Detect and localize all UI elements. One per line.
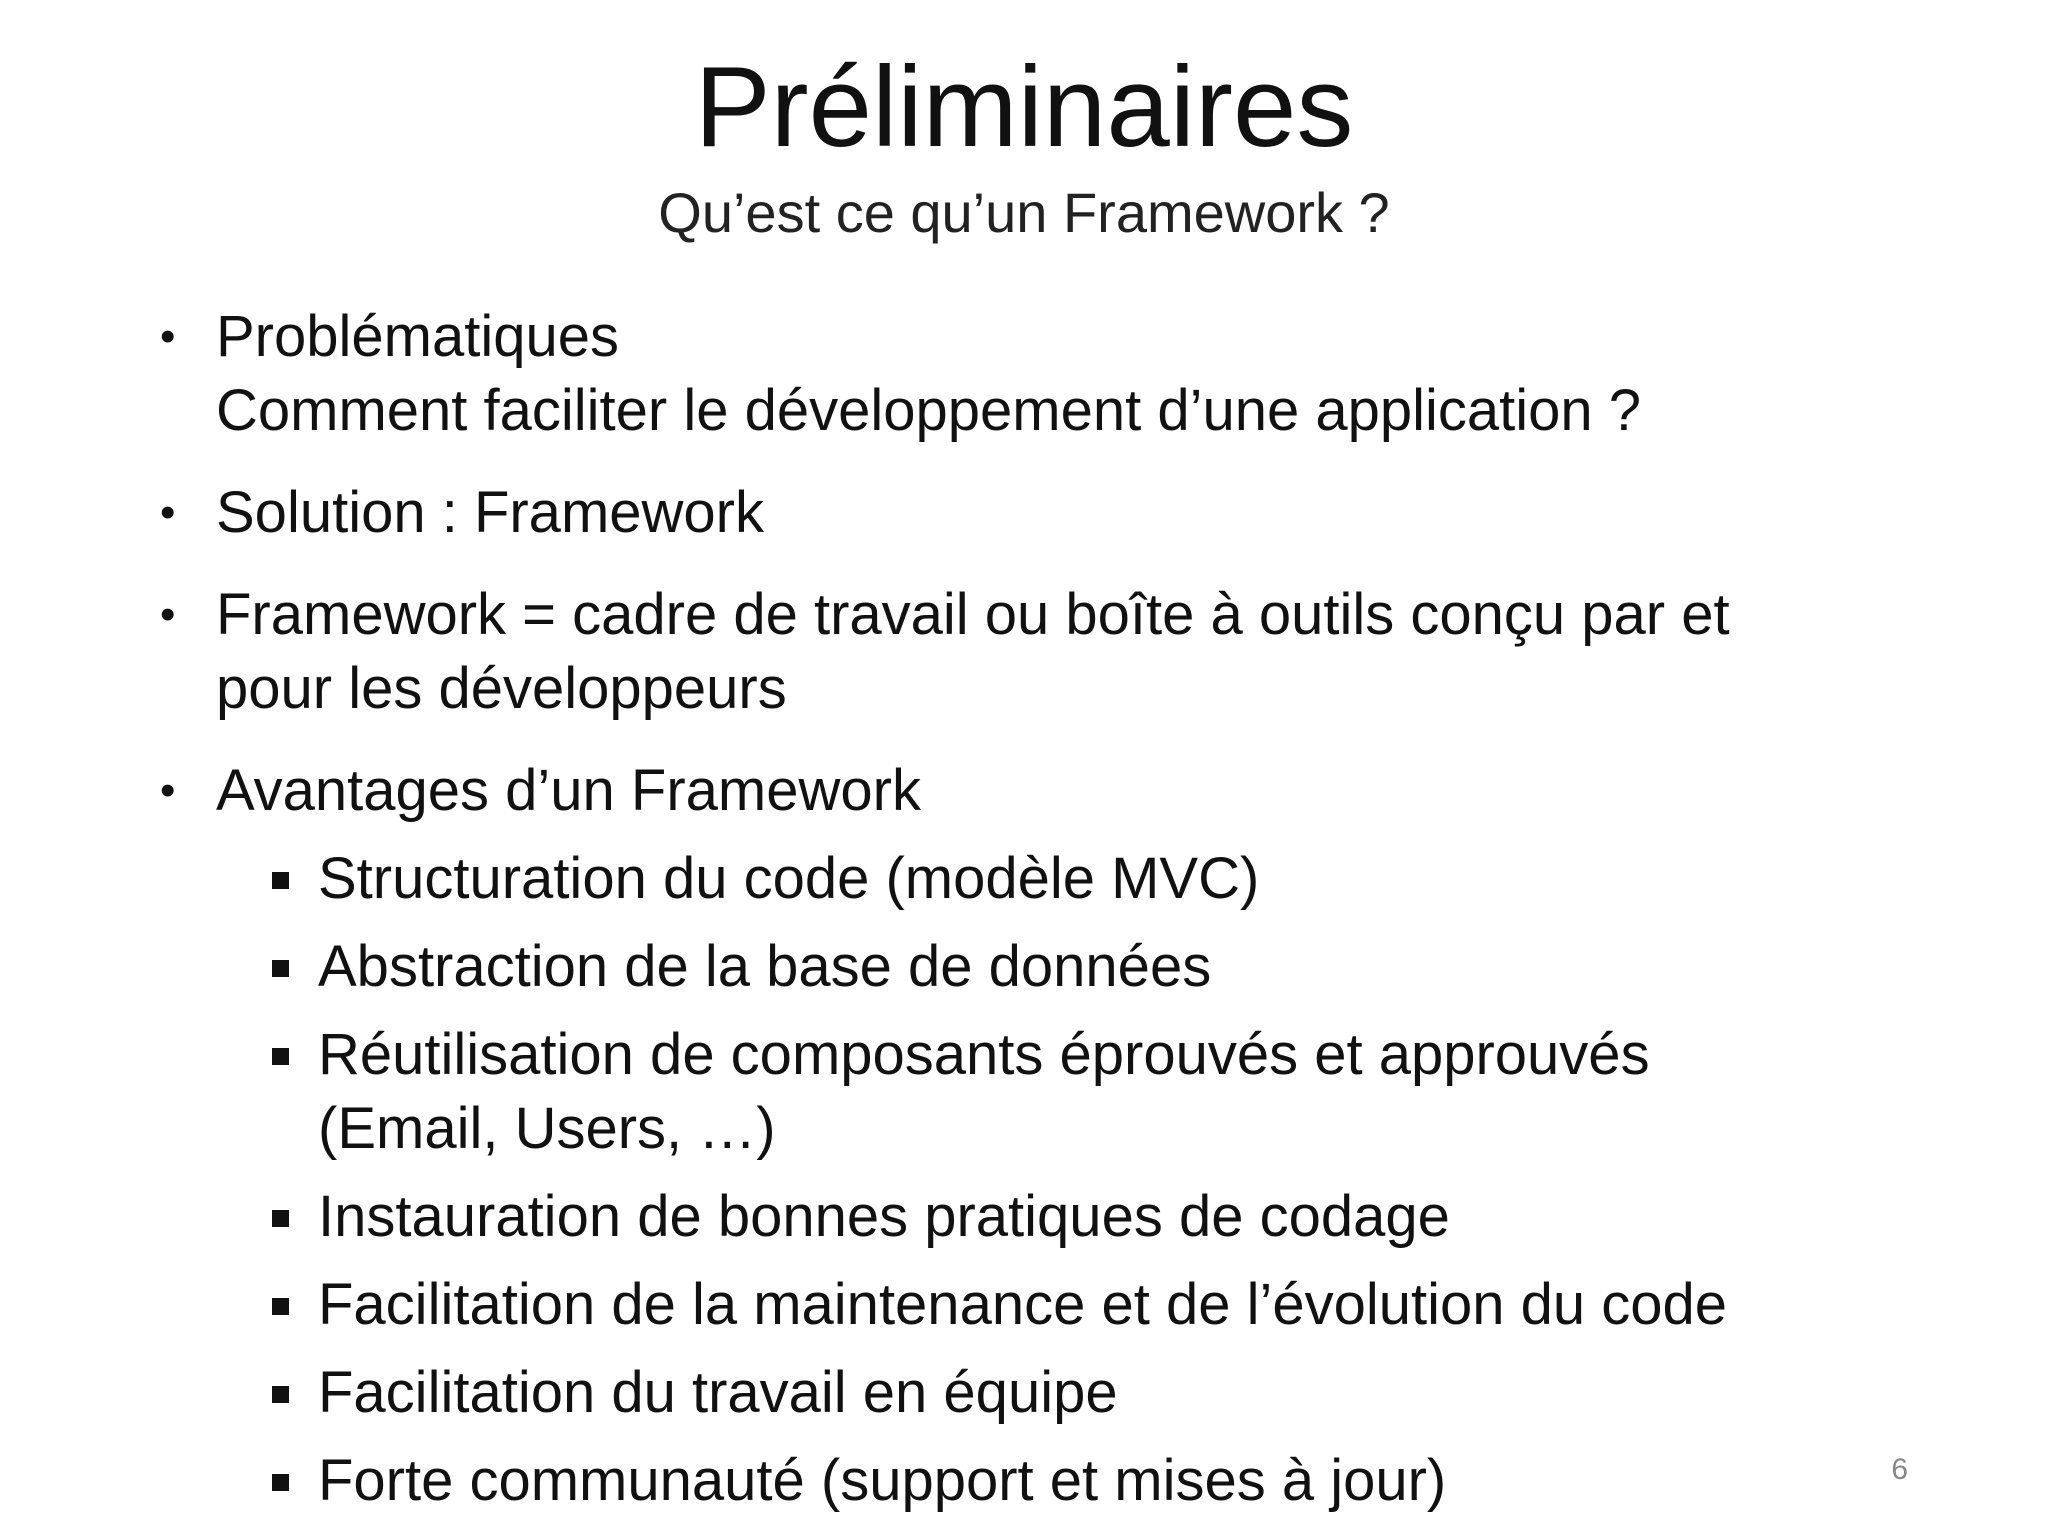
sub-bullet-line: Abstraction de la base de données [318,934,1212,999]
bullet-line: pour les développeurs [216,656,787,721]
bullet-dot-icon: • [160,488,176,537]
sub-bullet-item [318,1268,1920,1342]
slide-subtitle: Qu’est ce qu’un Framework ? [658,181,1390,244]
square-bullet-icon [272,1386,289,1403]
sub-bullet-line: (Email, Users, …) [318,1096,776,1161]
sub-bullet-item [318,930,1920,1004]
sub-bullet-line: Forte communauté (support et mises à jour) [318,1448,1447,1513]
sub-bullet-line: Structuration du code (modèle MVC) [318,846,1260,911]
bullet-dot-icon: • [160,590,176,639]
page-number: 6 [1891,1453,1908,1486]
bullet-item [160,578,1920,726]
bullet-item [160,300,1920,448]
bullet-item [160,754,1920,828]
sub-bullet-item [318,1180,1920,1254]
slide-title: Préliminaires [694,44,1354,171]
bullet-line: Comment faciliter le développement d’une application ? [216,378,1642,443]
sub-bullet-line: Instauration de bonnes pratiques de codage [318,1184,1450,1249]
sub-bullet-item [318,1444,1920,1518]
square-bullet-icon [272,1298,289,1315]
sub-bullet-line: Réutilisation de composants éprouvés et approuvés [318,1022,1650,1087]
bullet-item [160,476,1920,550]
sub-bullet-item [318,1018,1920,1166]
sub-bullet-line: Facilitation de la maintenance et de l’évolution du code [318,1272,1728,1337]
bullet-line: Framework = cadre de travail ou boîte à outils conçu par et [216,582,1730,647]
square-bullet-icon [272,1474,289,1491]
sub-bullet-line: Facilitation du travail en équipe [318,1360,1118,1425]
slide-content [160,300,1920,1518]
bullet-line: Problématiques [216,304,619,369]
bullet-dot-icon: • [160,766,176,815]
sub-bullet-item [318,1356,1920,1430]
square-bullet-icon [272,1210,289,1227]
square-bullet-icon [272,960,289,977]
bullet-line: Avantages d’un Framework [216,758,921,823]
bullet-line: Solution : Framework [216,480,764,545]
square-bullet-icon [272,872,289,889]
sub-bullet-item [318,842,1920,916]
square-bullet-icon [272,1048,289,1065]
bullet-dot-icon: • [160,312,176,361]
